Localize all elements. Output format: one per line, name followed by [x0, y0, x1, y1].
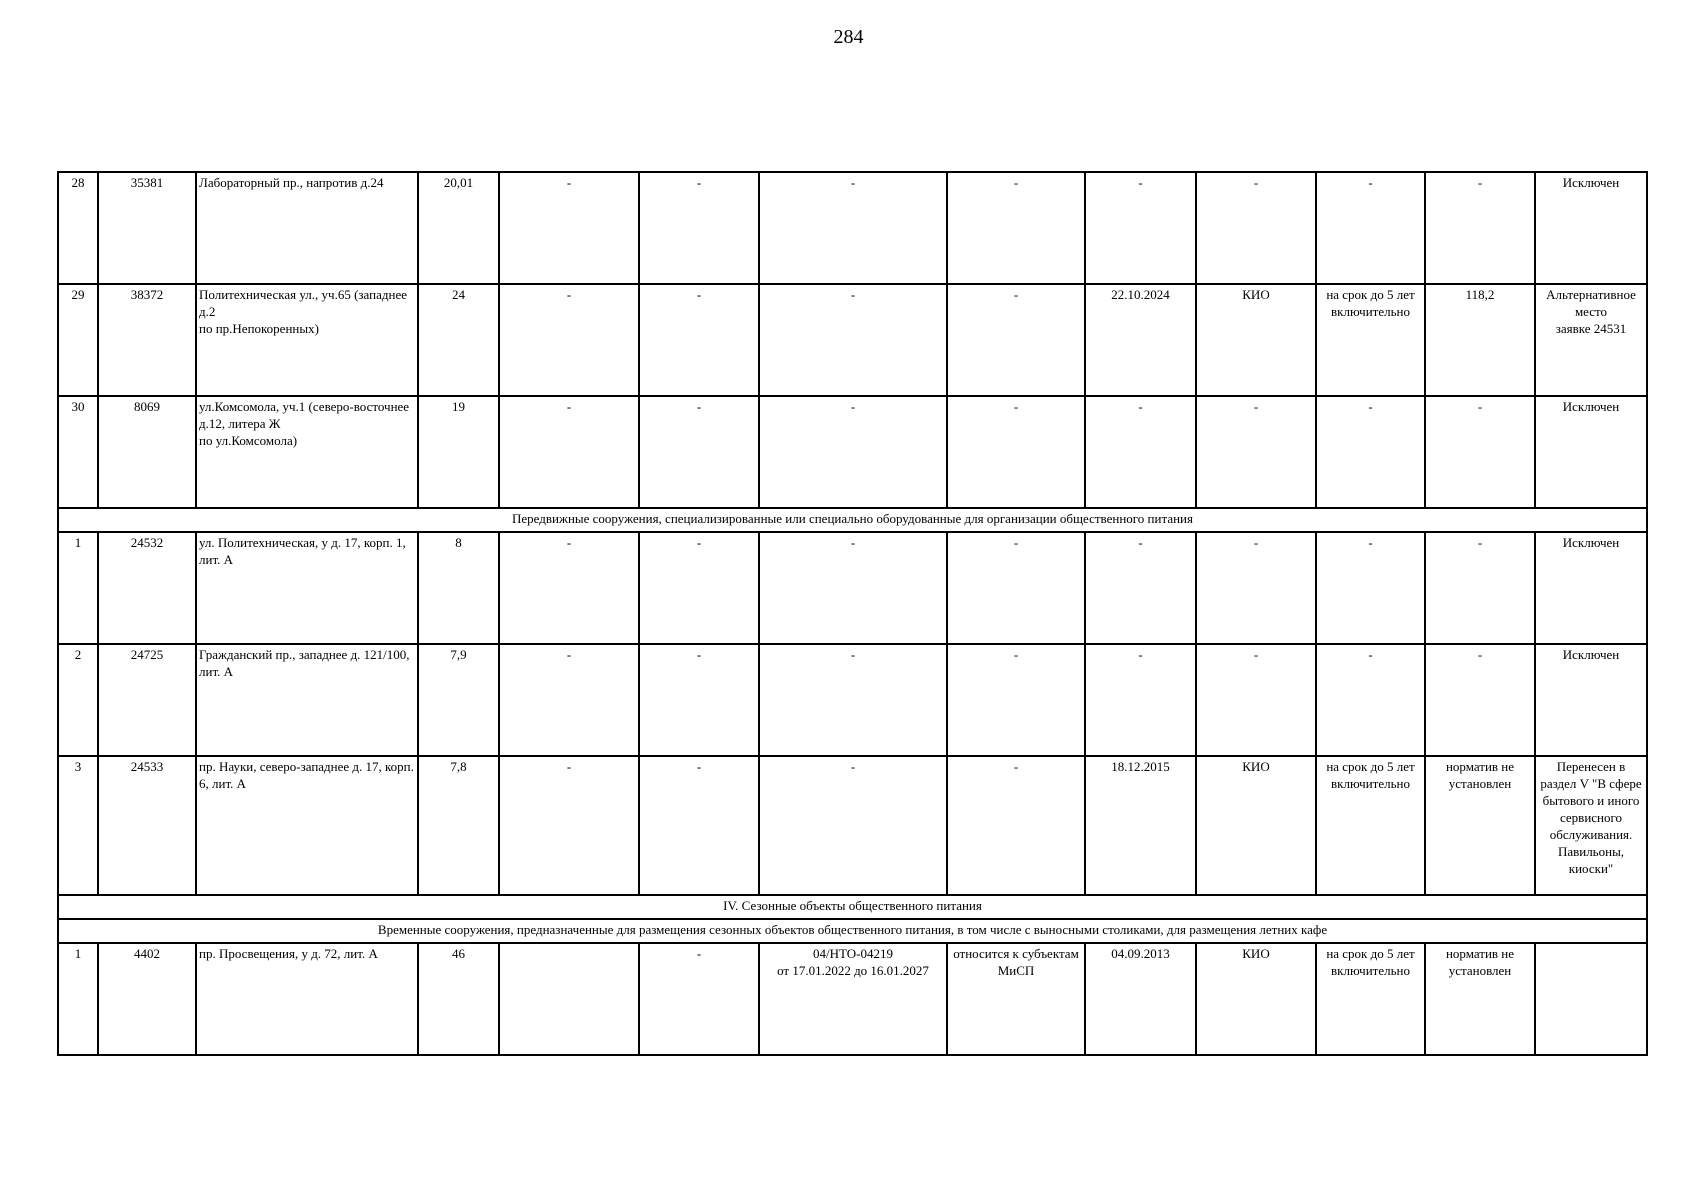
- cell-organization: -: [1196, 396, 1316, 508]
- cell-note: Исключен: [1535, 532, 1647, 644]
- cell-col5: -: [499, 172, 639, 284]
- cell-norm: -: [1425, 396, 1535, 508]
- table-trailing-line: [697, 1054, 977, 1056]
- cell-number: 1: [58, 943, 98, 1055]
- cell-id: 4402: [98, 943, 196, 1055]
- cell-term: -: [1316, 396, 1425, 508]
- cell-address: ул. Политехническая, у д. 17, корп. 1, лит. А: [196, 532, 418, 644]
- cell-organization: -: [1196, 644, 1316, 756]
- cell-note: Исключен: [1535, 644, 1647, 756]
- cell-term: -: [1316, 172, 1425, 284]
- cell-address: Политехническая ул., уч.65 (западнее д.2 по пр.Непокоренных): [196, 284, 418, 396]
- cell-col6: -: [639, 172, 759, 284]
- cell-area: 7,8: [418, 756, 499, 895]
- cell-note: Исключен: [1535, 396, 1647, 508]
- cell-area: 8: [418, 532, 499, 644]
- cell-id: 35381: [98, 172, 196, 284]
- cell-norm: норматив не установлен: [1425, 756, 1535, 895]
- cell-organization: КИО: [1196, 284, 1316, 396]
- cell-organization: -: [1196, 532, 1316, 644]
- cell-term: -: [1316, 644, 1425, 756]
- section-row: [58, 919, 1647, 943]
- table-row: [58, 943, 1647, 1055]
- cell-note: Исключен: [1535, 172, 1647, 284]
- cell-col7: -: [759, 532, 947, 644]
- section-heading-seasonal: IV. Сезонные объекты общественного питания: [58, 895, 1647, 919]
- cell-col5: -: [499, 644, 639, 756]
- cell-address: ул.Комсомола, уч.1 (северо-восточнее д.12, литера Ж по ул.Комсомола): [196, 396, 418, 508]
- cell-date: 04.09.2013: [1085, 943, 1196, 1055]
- cell-number: 28: [58, 172, 98, 284]
- cell-id: 24725: [98, 644, 196, 756]
- page-number: 284: [833, 26, 864, 48]
- cell-col8: -: [947, 532, 1085, 644]
- section-heading-mobile: Передвижные сооружения, специализированные или специально оборудованные для организации общественного питания: [58, 508, 1647, 532]
- cell-col6: -: [639, 756, 759, 895]
- cell-id: 24533: [98, 756, 196, 895]
- cell-date: -: [1085, 532, 1196, 644]
- cell-id: 8069: [98, 396, 196, 508]
- cell-col5: -: [499, 532, 639, 644]
- cell-col6: -: [639, 532, 759, 644]
- cell-col6: -: [639, 284, 759, 396]
- cell-term: -: [1316, 532, 1425, 644]
- cell-norm: -: [1425, 644, 1535, 756]
- cell-area: 19: [418, 396, 499, 508]
- cell-norm: -: [1425, 172, 1535, 284]
- cell-number: 30: [58, 396, 98, 508]
- cell-col6: -: [639, 396, 759, 508]
- table-row: [58, 644, 1647, 756]
- cell-address: пр. Науки, северо-западнее д. 17, корп. 6, лит. А: [196, 756, 418, 895]
- section-row: [58, 895, 1647, 919]
- cell-number: 3: [58, 756, 98, 895]
- cell-col8: -: [947, 756, 1085, 895]
- cell-organization: КИО: [1196, 756, 1316, 895]
- cell-term: на срок до 5 лет включительно: [1316, 756, 1425, 895]
- cell-term: на срок до 5 лет включительно: [1316, 943, 1425, 1055]
- cell-organization: -: [1196, 172, 1316, 284]
- cell-area: 46: [418, 943, 499, 1055]
- cell-norm: 118,2: [1425, 284, 1535, 396]
- cell-address: Гражданский пр., западнее д. 121/100, лит. А: [196, 644, 418, 756]
- cell-date: -: [1085, 396, 1196, 508]
- cell-norm: норматив не установлен: [1425, 943, 1535, 1055]
- cell-area: 24: [418, 284, 499, 396]
- cell-col6: -: [639, 644, 759, 756]
- table-row: [58, 172, 1647, 284]
- cell-col7: -: [759, 172, 947, 284]
- cell-id: 38372: [98, 284, 196, 396]
- cell-col8: относится к субъектам МиСП: [947, 943, 1085, 1055]
- table-row: [58, 756, 1647, 895]
- cell-address: Лабораторный пр., напротив д.24: [196, 172, 418, 284]
- cell-col8: -: [947, 172, 1085, 284]
- register-table: [57, 171, 1648, 1056]
- section-row: [58, 508, 1647, 532]
- cell-col5: [499, 943, 639, 1055]
- cell-col7: -: [759, 644, 947, 756]
- cell-date: -: [1085, 172, 1196, 284]
- cell-col5: -: [499, 396, 639, 508]
- cell-col5: -: [499, 284, 639, 396]
- cell-col5: -: [499, 756, 639, 895]
- cell-note: Перенесен в раздел V "В сфере бытового и иного сервисного обслуживания. Павильоны, киоски": [1535, 756, 1647, 895]
- cell-note: [1535, 943, 1647, 1055]
- section-heading-temporary: Временные сооружения, предназначенные для размещения сезонных объектов общественного питания, в том числе с выносными столиками, для размещения летних кафе: [58, 919, 1647, 943]
- cell-organization: КИО: [1196, 943, 1316, 1055]
- cell-col8: -: [947, 644, 1085, 756]
- cell-area: 20,01: [418, 172, 499, 284]
- cell-col7: -: [759, 396, 947, 508]
- cell-col7: -: [759, 756, 947, 895]
- cell-col8: -: [947, 396, 1085, 508]
- cell-note: Альтернативное место заявке 24531: [1535, 284, 1647, 396]
- table-row: [58, 532, 1647, 644]
- cell-date: 22.10.2024: [1085, 284, 1196, 396]
- cell-area: 7,9: [418, 644, 499, 756]
- cell-address: пр. Просвещения, у д. 72, лит. А: [196, 943, 418, 1055]
- cell-col7: 04/НТО-04219 от 17.01.2022 до 16.01.2027: [759, 943, 947, 1055]
- cell-id: 24532: [98, 532, 196, 644]
- cell-date: 18.12.2015: [1085, 756, 1196, 895]
- cell-term: на срок до 5 лет включительно: [1316, 284, 1425, 396]
- cell-col7: -: [759, 284, 947, 396]
- cell-col6: -: [639, 943, 759, 1055]
- cell-norm: -: [1425, 532, 1535, 644]
- cell-number: 2: [58, 644, 98, 756]
- table-row: [58, 284, 1647, 396]
- table-row: [58, 396, 1647, 508]
- cell-number: 1: [58, 532, 98, 644]
- cell-date: -: [1085, 644, 1196, 756]
- cell-col8: -: [947, 284, 1085, 396]
- cell-number: 29: [58, 284, 98, 396]
